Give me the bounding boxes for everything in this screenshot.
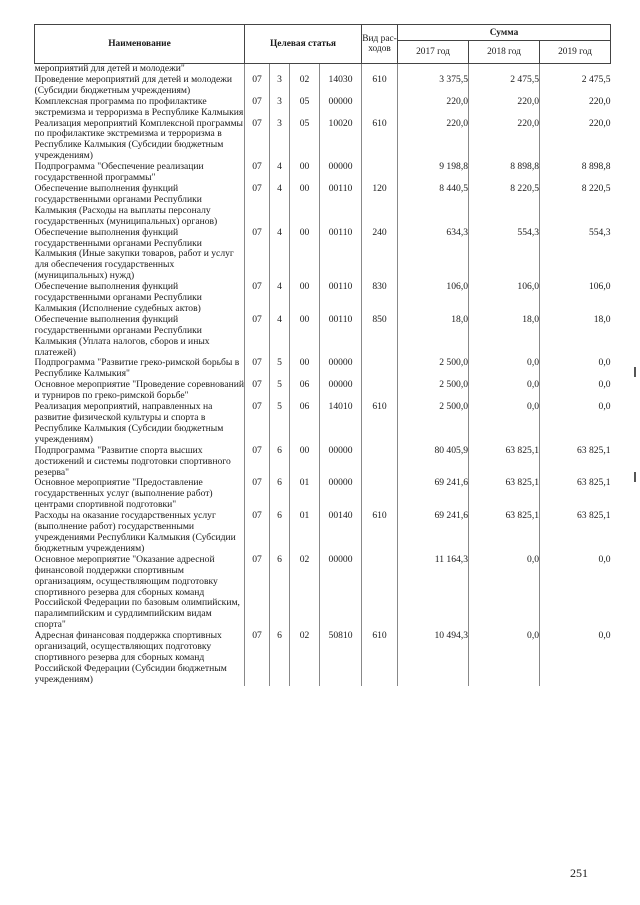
cell-c4: 00000 bbox=[320, 358, 362, 380]
cell-s2018: 63 825,1 bbox=[469, 511, 540, 555]
cell-s2017: 2 500,0 bbox=[398, 380, 469, 402]
table-row bbox=[35, 184, 611, 228]
cell-c4: 14010 bbox=[320, 402, 362, 446]
cell-c2: 3 bbox=[270, 119, 290, 163]
cell-c3: 00 bbox=[290, 446, 320, 479]
cell-c4: 00000 bbox=[320, 162, 362, 184]
table-row bbox=[35, 97, 611, 119]
header-sum: Сумма bbox=[398, 25, 611, 41]
table-row bbox=[35, 446, 611, 479]
cell-vid: 240 bbox=[362, 228, 398, 283]
cell-s2018: 0,0 bbox=[469, 358, 540, 380]
row-name-cell: Комплексная программа по профилактике экстремизма и терроризма в Республике Калмыкия bbox=[34, 96, 244, 118]
row-name-cell: мероприятий для детей и молодежи" bbox=[35, 64, 245, 75]
cell-vid bbox=[362, 380, 398, 402]
header-name: Наименование bbox=[35, 25, 245, 64]
table-row bbox=[35, 555, 611, 631]
cell-c1: 07 bbox=[245, 282, 270, 315]
cell-c2: 4 bbox=[270, 228, 290, 283]
cell-c1: 07 bbox=[245, 97, 270, 119]
row-name-cell: Реализация мероприятий Комплексной программы по профилактике экстремизма и терроризма в Республике Калмыкия (Субсидии бюджетным учреждениям) bbox=[34, 118, 243, 162]
cell-s2018: 0,0 bbox=[469, 555, 540, 631]
cell-c4: 50810 bbox=[320, 631, 362, 686]
cell-vid: 610 bbox=[362, 511, 398, 555]
cell-c2: 3 bbox=[270, 97, 290, 119]
cell-c3: 00 bbox=[290, 358, 320, 380]
cell-s2019: 63 825,1 bbox=[576, 444, 611, 456]
cell-c2: 4 bbox=[270, 282, 290, 315]
cell-c4: 00110 bbox=[320, 282, 362, 315]
cell-c1: 07 bbox=[245, 315, 270, 359]
cell-c3: 06 bbox=[290, 380, 320, 402]
cell-vid bbox=[362, 162, 398, 184]
cell-s2019: 18,0 bbox=[593, 313, 611, 325]
cell-c4: 00110 bbox=[320, 315, 362, 359]
cell-s2019: 0,0 bbox=[598, 630, 611, 642]
cell-c4: 10020 bbox=[320, 119, 362, 163]
row-name-cell: Основное мероприятие "Оказание адресной финансовой поддержки спортивным организациям, осуществляющим подготовку спортивного резерва для сборных команд Российской Федерации по базовым олимпийским, паралимпийским и сурдлимпийским видам спорта" bbox=[35, 555, 245, 631]
cell-s2018: 0,0 bbox=[469, 380, 540, 402]
table-row bbox=[35, 119, 611, 163]
cell-s2018: 18,0 bbox=[469, 315, 540, 359]
cell-c2: 5 bbox=[270, 358, 290, 380]
cell-vid: 610 bbox=[362, 119, 398, 163]
table-row bbox=[35, 402, 611, 446]
cell-s2019: 554,3 bbox=[588, 226, 611, 238]
cell-s2017: 634,3 bbox=[398, 228, 469, 283]
cell-c3: 01 bbox=[290, 511, 320, 555]
row-name-cell: Реализация мероприятий, направленных на развитие физической культуры и спорта в Республике Калмыкия (Субсидии бюджетным учреждениям) bbox=[35, 402, 245, 446]
cell-s2018: 0,0 bbox=[469, 402, 540, 446]
cell-c1: 07 bbox=[245, 446, 270, 479]
cell-s2018: 220,0 bbox=[469, 97, 540, 119]
row-name-cell: Расходы на оказание государственных услуг (выполнение работ) государственными учреждениями Республики Калмыкия (Субсидии бюджетным учреждениям) bbox=[35, 511, 245, 555]
budget-table bbox=[34, 24, 611, 686]
cell-s2019: 0,0 bbox=[598, 357, 611, 369]
cell-vid: 610 bbox=[362, 402, 398, 446]
cell-s2018: 220,0 bbox=[469, 119, 540, 163]
cell-vid: 610 bbox=[362, 75, 398, 97]
cell-s2019: 63 825,1 bbox=[576, 510, 611, 522]
cell-c3: 00 bbox=[290, 228, 320, 283]
cell-vid: 610 bbox=[362, 631, 398, 686]
row-name-cell: Обеспечение выполнения функций государственными органами Республики Калмыкия (Иные закупки товаров, работ и услуг для обеспечения государственных (муниципальных) нужд) bbox=[35, 228, 245, 283]
cell-s2017: 18,0 bbox=[398, 315, 469, 359]
cell-s2019: 0,0 bbox=[598, 401, 611, 413]
table-body bbox=[35, 64, 611, 686]
cell-c3: 06 bbox=[290, 402, 320, 446]
cell-c4: 00000 bbox=[320, 446, 362, 479]
cell-s2019: 63 825,1 bbox=[576, 477, 611, 489]
cell-c3: 05 bbox=[290, 97, 320, 119]
cell-c1: 07 bbox=[245, 511, 270, 555]
cell-c1: 07 bbox=[245, 162, 270, 184]
cell-c2: 6 bbox=[270, 631, 290, 686]
cell-c2: 6 bbox=[270, 555, 290, 631]
row-name-cell: Проведение мероприятий для детей и молодежи (Субсидии бюджетным учреждениям) bbox=[35, 75, 245, 97]
cell-c3: 00 bbox=[290, 184, 320, 228]
cell-c2: 5 bbox=[270, 380, 290, 402]
cell-vid: 830 bbox=[362, 282, 398, 315]
cell-s2018: 8 220,5 bbox=[469, 184, 540, 228]
cell-s2018: 0,0 bbox=[469, 631, 540, 686]
table-row bbox=[35, 315, 611, 359]
cell-s2017: 2 500,0 bbox=[398, 358, 469, 380]
cell-c2: 4 bbox=[270, 184, 290, 228]
row-name-cell: Подпрограмма "Обеспечение реализации государственной программы" bbox=[35, 162, 245, 184]
cell-vid bbox=[362, 358, 398, 380]
cell-s2017: 2 500,0 bbox=[398, 402, 469, 446]
cell-c1: 07 bbox=[245, 184, 270, 228]
cell-s2018: 63 825,1 bbox=[469, 446, 540, 479]
page-number: 251 bbox=[570, 866, 588, 880]
cell-s2019: 0,0 bbox=[598, 379, 611, 391]
row-name-cell: Подпрограмма "Развитие греко-римской борьбы в Республике Калмыкия" bbox=[35, 358, 245, 380]
table-row bbox=[35, 478, 611, 511]
cell-c2: 5 bbox=[270, 402, 290, 446]
cell-vid: 850 bbox=[362, 315, 398, 359]
cell-s2017: 106,0 bbox=[398, 282, 469, 315]
cell-s2018: 554,3 bbox=[469, 228, 540, 283]
cell-c1: 07 bbox=[245, 555, 270, 631]
cell-c1: 07 bbox=[245, 631, 270, 686]
cell-s2018: 8 898,8 bbox=[469, 162, 540, 184]
row-name-cell: Обеспечение выполнения функций государственными органами Республики Калмыкия (Исполнение судебных актов) bbox=[35, 282, 245, 315]
cell-s2017: 69 241,6 bbox=[398, 511, 469, 555]
cell-s2017: 9 198,8 bbox=[398, 162, 469, 184]
cell-s2017: 80 405,9 bbox=[398, 446, 469, 479]
cell-s2018: 63 825,1 bbox=[469, 478, 540, 511]
cell-c2: 6 bbox=[270, 478, 290, 511]
cell-s2017: 8 440,5 bbox=[398, 184, 469, 228]
cell-c4: 00110 bbox=[320, 228, 362, 283]
cell-c1: 07 bbox=[245, 380, 270, 402]
table-row bbox=[35, 380, 611, 402]
cell-c1: 07 bbox=[245, 228, 270, 283]
cell-c4: 14030 bbox=[320, 75, 362, 97]
row-name-cell: Основное мероприятие "Предоставление государственных услуг (выполнение работ) центрами спортивной подготовки" bbox=[35, 478, 245, 511]
cell-s2017: 11 164,3 bbox=[398, 555, 469, 631]
cell-s2019: 220,0 bbox=[588, 95, 611, 107]
table-row bbox=[35, 631, 611, 686]
cell-c1: 07 bbox=[245, 358, 270, 380]
header-year-2018: 2018 год bbox=[469, 41, 540, 64]
cell-c3: 01 bbox=[290, 478, 320, 511]
cell-c4: 00110 bbox=[320, 184, 362, 228]
cell-c2: 6 bbox=[270, 446, 290, 479]
cell-s2017: 69 241,6 bbox=[398, 478, 469, 511]
cell-s2017: 220,0 bbox=[398, 119, 469, 163]
table-row bbox=[35, 75, 611, 97]
row-name-cell: Обеспечение выполнения функций государственными органами Республики Калмыкия (Уплата налогов, сборов и иных платежей) bbox=[35, 315, 245, 359]
cell-c3: 00 bbox=[290, 315, 320, 359]
row-name-cell: Обеспечение выполнения функций государственными органами Республики Калмыкия (Расходы на выплаты персоналу государственных (муниципальных) органов) bbox=[35, 184, 245, 228]
table-row bbox=[35, 162, 611, 184]
table-row bbox=[35, 511, 611, 555]
cell-c3: 00 bbox=[290, 162, 320, 184]
cell-vid bbox=[362, 555, 398, 631]
cell-c3: 02 bbox=[290, 631, 320, 686]
cell-c2: 4 bbox=[270, 162, 290, 184]
cell-c3: 02 bbox=[290, 555, 320, 631]
cell-vid: 120 bbox=[362, 184, 398, 228]
cell-c3: 02 bbox=[290, 75, 320, 97]
cell-c2: 3 bbox=[270, 75, 290, 97]
cell-s2018: 2 475,5 bbox=[469, 75, 540, 97]
scan-mark bbox=[634, 367, 636, 377]
cell-c1: 07 bbox=[245, 75, 270, 97]
cell-c1: 07 bbox=[245, 402, 270, 446]
scan-mark bbox=[634, 472, 636, 482]
table-row bbox=[35, 282, 611, 315]
table-row bbox=[35, 358, 611, 380]
cell-c3: 05 bbox=[290, 119, 320, 163]
cell-s2019: 106,0 bbox=[588, 281, 611, 293]
row-name-cell: Подпрограмма "Развитие спорта высших достижений и системы подготовки спортивного резерва" bbox=[35, 446, 245, 479]
cell-s2018: 106,0 bbox=[469, 282, 540, 315]
row-name-cell: Адресная финансовая поддержка спортивных организаций, осуществляющих подготовку спортивного резерва для сборных команд Российской Федерации (Субсидии бюджетным учреждениям) bbox=[35, 631, 245, 686]
cell-c4: 00000 bbox=[320, 380, 362, 402]
cell-s2017: 220,0 bbox=[398, 97, 469, 119]
cell-vid bbox=[362, 478, 398, 511]
header-year-2019: 2019 год bbox=[540, 41, 611, 64]
cell-s2019: 2 475,5 bbox=[581, 73, 611, 85]
cell-c4: 00140 bbox=[320, 511, 362, 555]
cell-s2019: 8 220,5 bbox=[581, 182, 611, 194]
cell-c3: 00 bbox=[290, 282, 320, 315]
table-row bbox=[35, 228, 611, 283]
cell-c4: 00000 bbox=[320, 555, 362, 631]
cell-s2017: 3 375,5 bbox=[398, 75, 469, 97]
cell-s2019: 220,0 bbox=[588, 117, 611, 129]
cell-c2: 4 bbox=[270, 315, 290, 359]
cell-s2017: 10 494,3 bbox=[398, 631, 469, 686]
cell-vid bbox=[362, 446, 398, 479]
cell-s2019: 8 898,8 bbox=[581, 161, 611, 173]
cell-c4: 00000 bbox=[320, 97, 362, 119]
header-target-article: Целевая статья bbox=[245, 25, 362, 64]
cell-s2019: 0,0 bbox=[598, 553, 611, 565]
cell-c1: 07 bbox=[245, 478, 270, 511]
cell-c4: 00000 bbox=[320, 478, 362, 511]
cell-c2: 6 bbox=[270, 511, 290, 555]
cell-vid bbox=[362, 97, 398, 119]
cell-c1: 07 bbox=[245, 119, 270, 163]
header-expense-type: Вид рас-ходов bbox=[362, 25, 398, 64]
header-year-2017: 2017 год bbox=[398, 41, 469, 64]
row-name-cell: Основное мероприятие "Проведение соревнований и турниров по греко-римской борьбе" bbox=[34, 380, 244, 402]
